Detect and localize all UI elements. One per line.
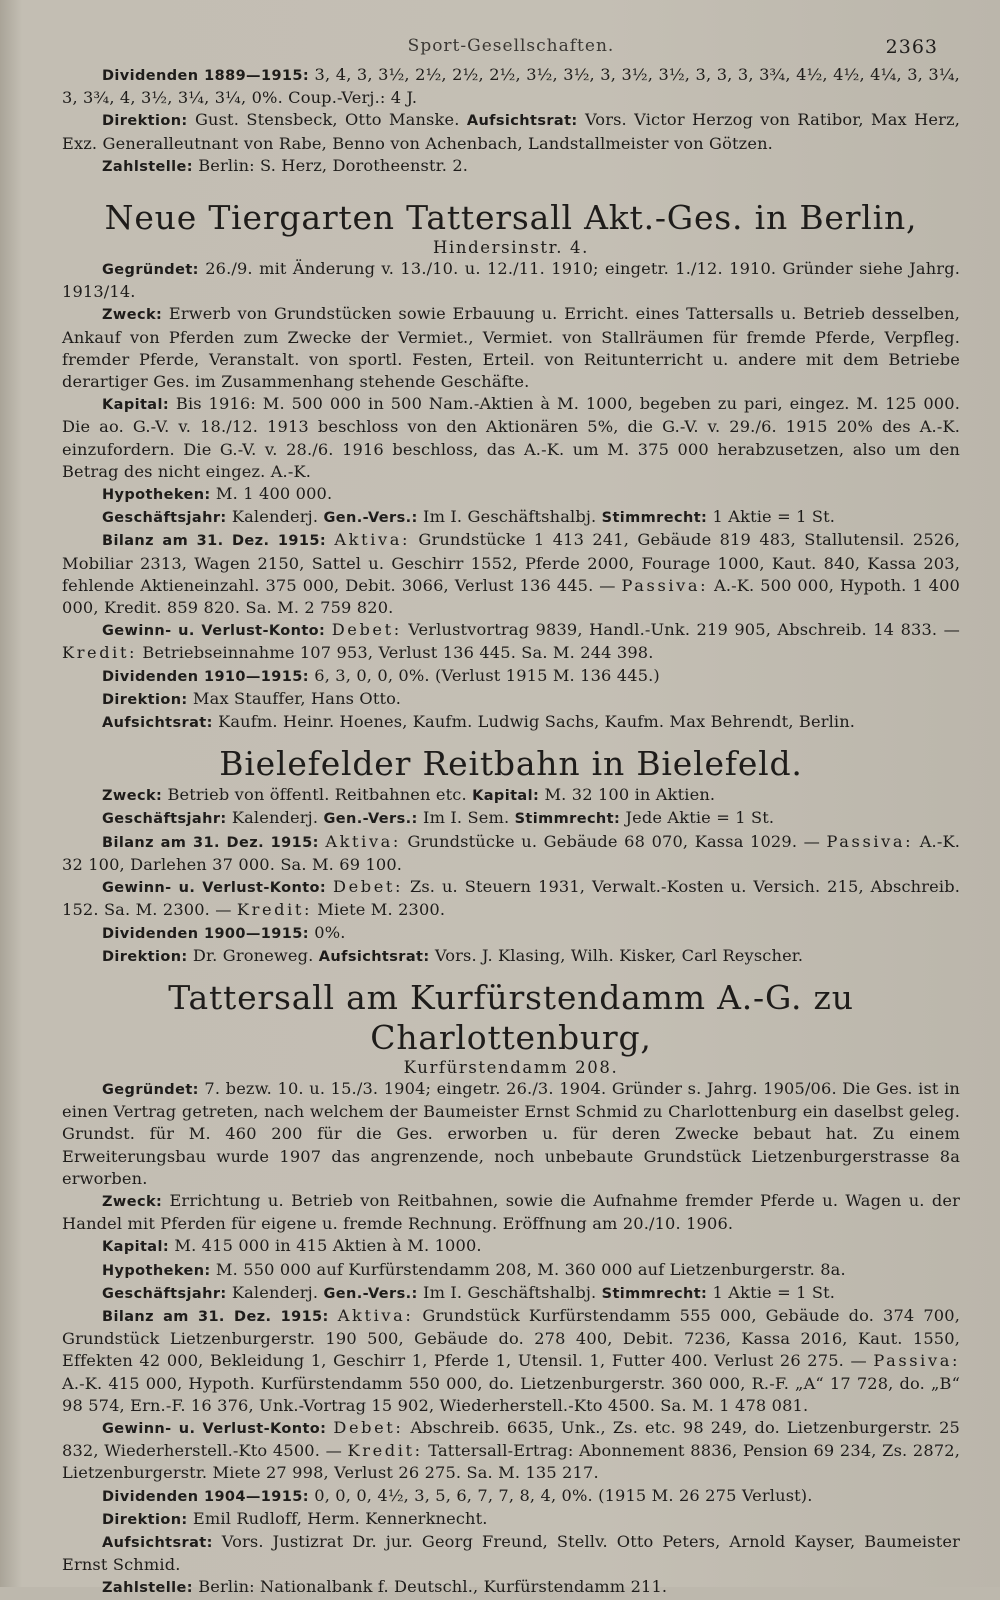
dividenden-label: Dividenden 1900—1915:	[102, 925, 309, 942]
zweck-label: Zweck:	[102, 788, 163, 805]
genvers-text: Im I. Sem.	[417, 808, 515, 828]
direktion-paragraph	[62, 945, 960, 968]
dividenden-label: Dividenden 1889—1915:	[102, 68, 310, 84]
bilanz-passiva-text: A.-K. 32 100, Darlehen 37 000. Sa. M. 69 100.	[62, 831, 960, 874]
passiva-label: Passiva:	[826, 831, 914, 851]
aktiva-label: Aktiva:	[325, 831, 401, 851]
kredit-label: Kredit:	[347, 1441, 423, 1461]
kapital-text: Bis 1916: M. 500 000 in 500 Nam.-Aktien à M. 1000, begeben zu pari, eingez. M. 125 000. Die ao. G.-V. v. 18./12. 1913 beschloss von den Aktionären 5%, die G.-V. v. 29./6. 1915 20% des A.-K. einzufordern. Die G.-V. v. 28./6. 1916 beschloss, das A.-K. um M. 375 000 herabzusetzen, also um den Betrag des nicht eingez. A.-K.	[62, 394, 960, 481]
zweck-text: Errichtung u. Betrieb von Reitbahnen, sowie die Aufnahme fremder Pferde u. Wagen u. der Handel mit Pferden für eigene u. fremde Rechnung. Eröffnung am 20./10. 1906.	[62, 1190, 960, 1234]
stimmrecht-text: 1 Aktie = 1 St.	[707, 1282, 836, 1302]
geschaeftsjahr-text: Kalenderj.	[226, 507, 324, 527]
direktion-label: Direktion:	[102, 113, 188, 130]
page-header	[62, 30, 960, 64]
zahlstelle-text: Berlin: Nationalbank f. Deutschl., Kurfürstendamm 211.	[192, 1577, 668, 1597]
kredit-label: Kredit:	[62, 643, 138, 663]
geschaeftsjahr-label: Geschäftsjahr:	[102, 811, 227, 828]
zahlstelle-paragraph	[62, 155, 960, 178]
aufsichtsrat-paragraph	[62, 1531, 960, 1576]
dividenden-paragraph	[62, 1485, 960, 1508]
bilanz-label: Bilanz am 31. Dez. 1915:	[102, 1308, 329, 1325]
kapital-paragraph	[62, 1235, 960, 1258]
stimmrecht-label: Stimmrecht:	[514, 811, 621, 828]
guv-label: Gewinn- u. Verlust-Konto:	[102, 1420, 327, 1437]
stimmrecht-text: 1 Aktie = 1 St.	[707, 507, 836, 527]
aufsichtsrat-text: Vors. J. Klasing, Wilh. Kisker, Carl Reyscher.	[429, 945, 804, 965]
dividenden-label: Dividenden 1904—1915:	[102, 1488, 309, 1505]
direktion-label: Direktion:	[102, 1511, 188, 1528]
company-entry-tiergarten	[62, 198, 960, 734]
genvers-label: Gen.-Vers.:	[323, 811, 418, 828]
gegruendet-label: Gegründet:	[102, 1081, 199, 1098]
kapital-label: Kapital:	[102, 397, 170, 414]
genvers-label: Gen.-Vers.:	[323, 510, 418, 527]
kredit-label: Kredit:	[236, 900, 313, 920]
hypotheken-label: Hypotheken:	[102, 487, 211, 504]
direktion-text: Max Stauffer, Hans Otto.	[187, 688, 402, 708]
dividenden-text: 0, 0, 0, 4½, 3, 5, 6, 7, 7, 8, 4, 0%. (1915 M. 26 275 Verlust).	[308, 1485, 813, 1505]
guv-debet-text: Abschreib. 6635, Unk., Zs. etc. 98 249, do. Lietzenburgerstr. 25 832, Wiederherstell.-Kto 4500. —	[62, 1417, 961, 1461]
passiva-label: Passiva:	[873, 1351, 960, 1371]
geschaeftsjahr-text: Kalenderj.	[226, 1282, 324, 1302]
aufsichtsrat-label: Aufsichtsrat:	[318, 948, 430, 965]
guv-debet-text: Verlustvortrag 9839, Handl.-Unk. 219 905, Abschreib. 14 833. —	[401, 620, 960, 640]
gegruendet-label: Gegründet:	[102, 262, 199, 279]
aufsichtsrat-label: Aufsichtsrat:	[102, 1534, 213, 1551]
guv-paragraph	[62, 876, 960, 921]
dividenden-paragraph	[62, 922, 960, 945]
geschaeftsjahr-label: Geschäftsjahr:	[102, 1285, 227, 1302]
previous-entry-continuation	[62, 64, 960, 178]
company-title: Bielefelder Reitbahn in Bielefeld.	[219, 744, 803, 784]
dividenden-text: 0%.	[308, 922, 346, 942]
debet-label: Debet:	[333, 1417, 404, 1437]
zweck-paragraph	[62, 1190, 960, 1235]
genvers-text: Im I. Geschäftshalbj.	[417, 507, 602, 527]
page-number: 2363	[885, 36, 938, 58]
geschaeftsjahr-label: Geschäftsjahr:	[102, 510, 227, 527]
genvers-label: Gen.-Vers.:	[323, 1285, 418, 1302]
gegruendet-text: 7. bezw. 10. u. 15./3. 1904; eingetr. 26./3. 1904. Gründer s. Jahrg. 1905/06. Die Ges. ist in einen Vertrag getreten, nach welchem der Baumeister Ernst Schmid zu Charlottenburg ein daselbst geleg. Grundst. für M. 460 200 für die Ges. erworben u. für deren Zwecke bebaut hat. Zu einem Erweiterungsbau wurde 1907 das angrenzende, noch unbebaute Grundstück Lietzenburgerstrasse 8a erworben.	[62, 1078, 960, 1188]
aufsichtsrat-text: Kaufm. Heinr. Hoenes, Kaufm. Ludwig Sachs, Kaufm. Max Behrendt, Berlin.	[212, 712, 856, 732]
bilanz-aktiva-text: Grundstücke 1 413 241, Gebäude 819 483, Stallutensil. 2526, Mobiliar 2313, Wagen 2150, Sattel u. Geschirr 1552, Pferde 2000, Fourage 1000, Kaut. 840, Kassa 203, fehlende Aktieneinzahl. 375 000, Debit. 3066, Verlust 136 445. —	[62, 530, 961, 595]
hypotheken-paragraph	[62, 483, 960, 506]
geschaeftsjahr-paragraph	[62, 506, 960, 529]
aufsichtsrat-text: Vors. Justizrat Dr. jur. Georg Freund, Stellv. Otto Peters, Arnold Kayser, Baumeister Ernst Schmid.	[62, 1531, 960, 1575]
direktion-paragraph	[62, 1508, 960, 1531]
debet-label: Debet:	[333, 877, 404, 897]
kapital-text: M. 32 100 in Aktien.	[539, 785, 716, 805]
aktiva-label: Aktiva:	[334, 530, 411, 550]
zweck-text: Betrieb von öffentl. Reitbahnen etc.	[162, 785, 473, 805]
company-title: Tattersall am Kurfürstendamm A.-G. zu Charlottenburg,	[168, 977, 854, 1057]
zahlstelle-paragraph	[62, 1576, 960, 1599]
genvers-text: Im I. Geschäftshalbj.	[417, 1282, 602, 1302]
aufsichtsrat-label: Aufsichtsrat:	[466, 113, 578, 130]
guv-debet-text: Zs. u. Steuern 1931, Verwalt.-Kosten u. Versich. 215, Abschreib. 152. Sa. M. 2300. —	[62, 877, 961, 920]
zweck-text: Erwerb von Grundstücken sowie Erbauung u. Erricht. eines Tattersalls u. Betrieb desselben, Ankauf von Pferden zum Zwecke der Vermiet., Vermiet. von Stallräumen für fremde Pferde, Verpfleg. fremder Pferde, Veranstalt. von sportl. Festen, Erteil. von Reitunterricht u. andere mit dem Betriebe derartiger Ges. im Zusammenhang stehende Geschäfte.	[62, 304, 960, 392]
bilanz-passiva-text: A.-K. 415 000, Hypoth. Kurfürstendamm 550 000, do. Lietzenburgerstr. 360 000, R.-F. „A“ 17 728, do. „B“ 98 574, Ern.-F. 16 376, Unk.-Vortrag 15 902, Wiederherstell.-Kto 4500. Sa. M. 1 478 081.	[62, 1373, 960, 1415]
guv-kredit-text: Tattersall-Ertrag: Abonnement 8836, Pension 69 234, Zs. 2872, Lietzenburgerstr. Miete 27 998, Verlust 26 275. Sa. M. 135 217.	[62, 1441, 961, 1483]
guv-kredit-text: Miete M. 2300.	[312, 900, 446, 920]
stimmrecht-label: Stimmrecht:	[601, 510, 708, 527]
stimmrecht-text: Jede Aktie = 1 St.	[620, 808, 775, 828]
zahlstelle-text: Berlin: S. Herz, Dorotheenstr. 2.	[192, 155, 469, 175]
bilanz-paragraph	[62, 1305, 960, 1417]
gegruendet-paragraph	[62, 1078, 960, 1190]
company-address: Kurfürstendamm 208.	[403, 1057, 619, 1077]
direktion-label: Direktion:	[102, 948, 188, 965]
bilanz-aktiva-text: Grundstücke u. Gebäude 68 070, Kassa 1029. —	[401, 831, 827, 851]
hypotheken-paragraph	[62, 1259, 960, 1282]
zahlstelle-label: Zahlstelle:	[102, 1580, 193, 1597]
direktion-text: Gust. Stensbeck, Otto Manske.	[187, 110, 467, 130]
running-title: Sport-Gesellschaften.	[407, 36, 615, 56]
direktion-label: Direktion:	[102, 691, 188, 708]
direktion-paragraph	[62, 688, 960, 711]
zahlstelle-label: Zahlstelle:	[102, 158, 193, 175]
aufsichtsrat-label: Aufsichtsrat:	[102, 715, 213, 732]
guv-label: Gewinn- u. Verlust-Konto:	[102, 880, 327, 897]
dividenden-text: 6, 3, 0, 0, 0%. (Verlust 1915 M. 136 445.)	[308, 665, 660, 685]
company-entry-kurfuerstendamm	[62, 978, 960, 1600]
company-title: Neue Tiergarten Tattersall Akt.-Ges. in Berlin,	[104, 198, 918, 238]
company-entry-bielefeld	[62, 744, 960, 968]
zweck-label: Zweck:	[102, 1193, 163, 1210]
passiva-label: Passiva:	[621, 575, 709, 595]
direktion-text: Emil Rudloff, Herm. Kennerknecht.	[187, 1508, 488, 1528]
hypotheken-text: M. 1 400 000.	[210, 484, 333, 504]
aktiva-label: Aktiva:	[337, 1305, 414, 1325]
guv-paragraph	[62, 619, 960, 664]
dividenden-paragraph	[62, 64, 960, 109]
direktion-text: Dr. Groneweg.	[187, 945, 319, 965]
aufsichtsrat-text: Vors. Victor Herzog von Ratibor, Max Herz, Exz. Generalleutnant von Rabe, Benno von Achenbach, Landstallmeister von Götzen.	[62, 110, 960, 153]
kapital-text: M. 415 000 in 415 Aktien à M. 1000.	[169, 1236, 482, 1256]
debet-label: Debet:	[331, 620, 402, 640]
stimmrecht-label: Stimmrecht:	[601, 1285, 708, 1302]
company-address: Hindersinstr. 4.	[433, 238, 589, 258]
kapital-paragraph	[62, 393, 960, 483]
hypotheken-label: Hypotheken:	[102, 1262, 211, 1279]
guv-label: Gewinn- u. Verlust-Konto:	[102, 623, 326, 640]
bilanz-paragraph	[62, 529, 960, 619]
hypotheken-text: M. 550 000 auf Kurfürstendamm 208, M. 360 000 auf Lietzenburgerstr. 8a.	[210, 1259, 846, 1279]
kapital-label: Kapital:	[472, 788, 540, 805]
kapital-label: Kapital:	[102, 1239, 170, 1256]
zweck-paragraph	[62, 784, 960, 807]
aufsichtsrat-paragraph	[62, 711, 960, 734]
dividenden-label: Dividenden 1910—1915:	[102, 668, 309, 685]
geschaeftsjahr-paragraph	[62, 807, 960, 830]
zweck-paragraph	[62, 303, 960, 393]
dividenden-paragraph	[62, 665, 960, 688]
guv-kredit-text: Betriebseinnahme 107 953, Verlust 136 445. Sa. M. 244 398.	[137, 643, 654, 663]
direktion-paragraph	[62, 109, 960, 154]
gegruendet-text: 26./9. mit Änderung v. 13./10. u. 12./11. 1910; eingetr. 1./12. 1910. Gründer siehe Jahrg. 1913/14.	[62, 259, 960, 302]
bilanz-paragraph	[62, 831, 960, 876]
gegruendet-paragraph	[62, 258, 960, 303]
dividenden-text: 3, 4, 3, 3½, 2½, 2½, 2½, 3½, 3½, 3, 3½, 3½, 3, 3, 3, 3¾, 4½, 4½, 4¼, 3, 3¼, 3, 3¾, 4, 3½, 3¼, 3¼, 0%. Coup.-Verj.: 4 J.	[62, 65, 960, 108]
geschaeftsjahr-text: Kalenderj.	[226, 808, 324, 828]
bilanz-label: Bilanz am 31. Dez. 1915:	[102, 834, 319, 851]
bilanz-passiva-text: A.-K. 500 000, Hypoth. 1 400 000, Kredit. 859 820. Sa. M. 2 759 820.	[62, 575, 960, 618]
bilanz-aktiva-text: Grundstück Kurfürstendamm 555 000, Gebäude do. 374 700, Grundstück Lietzenburgerstr. 190 500, Gebäude do. 278 400, Debit. 7236, Kassa 2016, Kaut. 1550, Effekten 42 000, Bekleidung 1, Geschirr 1, Pferde 1, Utensil. 1, Futter 400. Verlust 26 275. —	[62, 1305, 961, 1371]
guv-paragraph	[62, 1417, 960, 1485]
geschaeftsjahr-paragraph	[62, 1282, 960, 1305]
bilanz-label: Bilanz am 31. Dez. 1915:	[102, 533, 327, 550]
zweck-label: Zweck:	[102, 307, 163, 324]
